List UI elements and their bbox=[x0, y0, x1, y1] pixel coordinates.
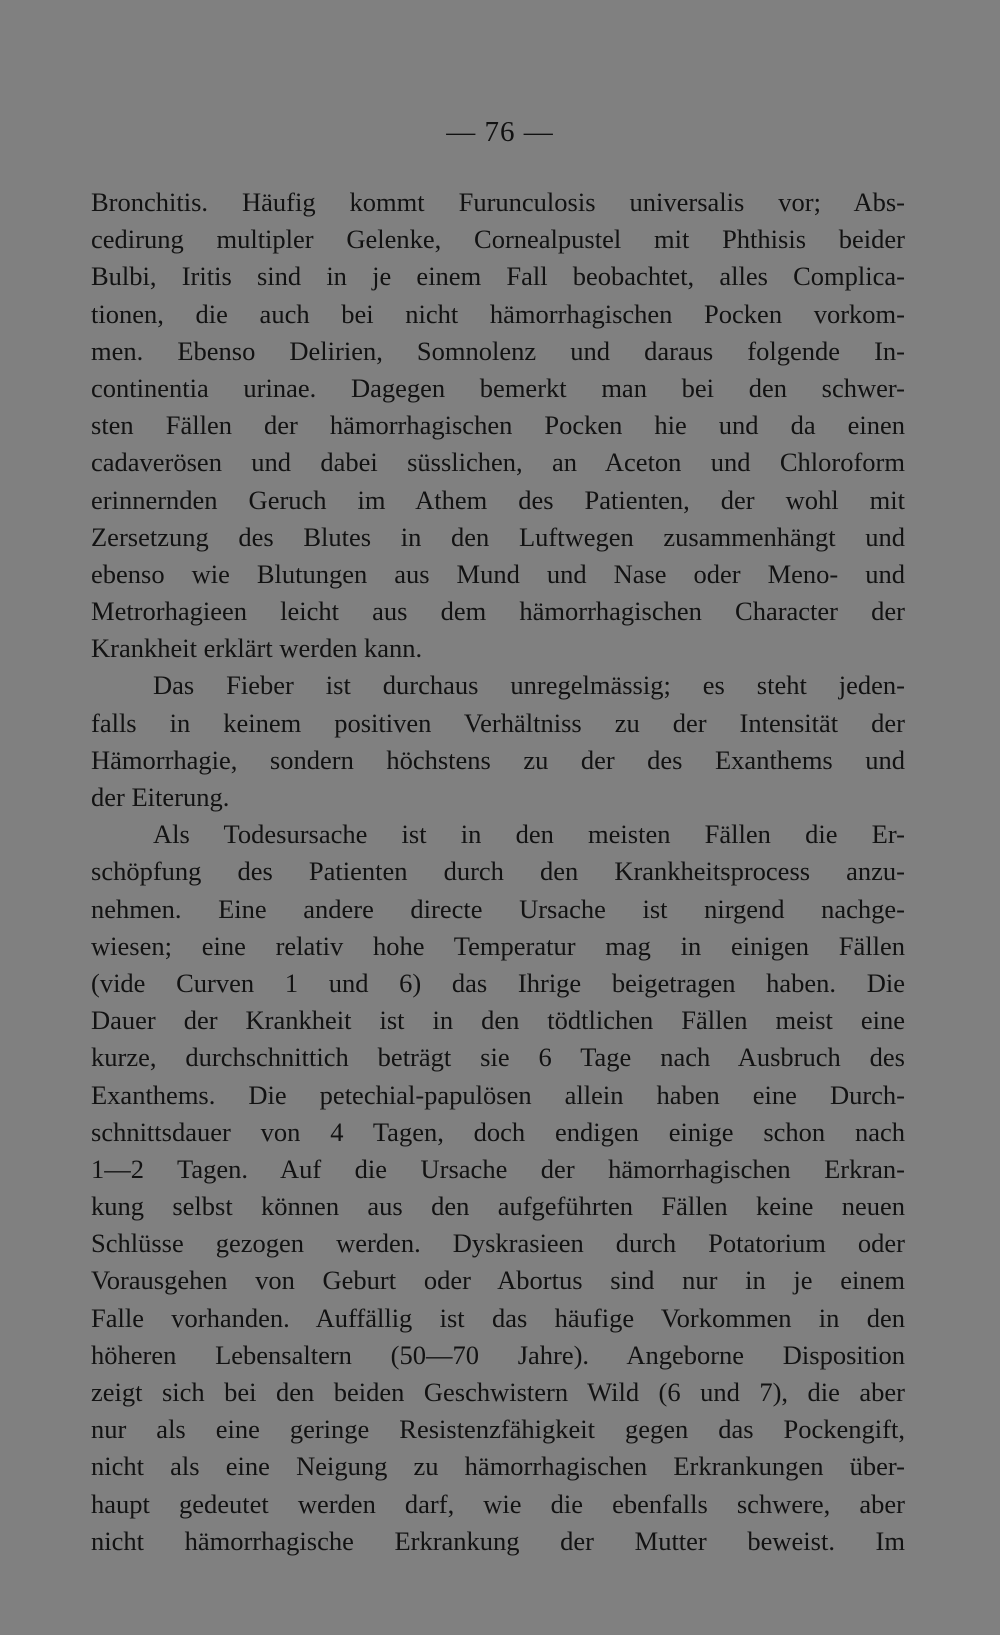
text-line: Bulbi, Iritis sind in je einem Fall beobachtet, alles Complica- bbox=[91, 261, 905, 292]
body-text bbox=[91, 184, 905, 1560]
text-line: Vorausgehen von Geburt oder Abortus sind nur in je einem bbox=[91, 1265, 905, 1296]
text-line: nehmen. Eine andere directe Ursache ist nirgend nachge- bbox=[91, 893, 905, 924]
text-line: (vide Curven 1 und 6) das Ihrige beigetragen haben. Die bbox=[91, 967, 905, 998]
text-line: Bronchitis. Häufig kommt Furunculosis universalis vor; Abs- bbox=[91, 187, 905, 217]
text-line: sten Fällen der hämorrhagischen Pocken hie und da einen bbox=[91, 410, 905, 441]
text-line: der Eiterung. bbox=[91, 782, 230, 812]
text-line: ebenso wie Blutungen aus Mund und Nase oder Meno- und bbox=[91, 558, 905, 589]
text-line: schöpfung des Patienten durch den Krankheitsprocess anzu- bbox=[91, 856, 905, 887]
text-line: Das Fieber ist durchaus unregelmässig; es steht jeden- bbox=[153, 670, 905, 701]
text-line: nur als eine geringe Resistenzfähigkeit gegen das Pockengift, bbox=[91, 1414, 905, 1445]
text-line: erinnernden Geruch im Athem des Patienten, der wohl mit bbox=[91, 484, 905, 515]
text-line: wiesen; eine relativ hohe Temperatur mag in einigen Fällen bbox=[91, 930, 905, 961]
text-line: kurze, durchschnittich beträgt sie 6 Tage nach Ausbruch des bbox=[91, 1042, 905, 1073]
text-line: men. Ebenso Delirien, Somnolenz und daraus folgende In- bbox=[91, 335, 905, 366]
text-line: nicht als eine Neigung zu hämorrhagischen Erkrankungen über- bbox=[91, 1451, 905, 1482]
text-line: Exanthems. Die petechial-papulösen allein haben eine Durch- bbox=[91, 1079, 905, 1110]
text-line: Falle vorhanden. Auffällig ist das häufige Vorkommen in den bbox=[91, 1302, 905, 1333]
text-line: tionen, die auch bei nicht hämorrhagischen Pocken vorkom- bbox=[91, 298, 905, 329]
text-line: cadaverösen und dabei süsslichen, an Aceton und Chloroform bbox=[91, 447, 905, 478]
text-line: nicht hämorrhagische Erkrankung der Mutter beweist. Im bbox=[91, 1525, 905, 1556]
text-line: Dauer der Krankheit ist in den tödtlichen Fällen meist eine bbox=[91, 1005, 905, 1036]
text-line: Schlüsse gezogen werden. Dyskrasieen durch Potatorium oder bbox=[91, 1228, 905, 1259]
text-line: Als Todesursache ist in den meisten Fällen die Er- bbox=[153, 819, 905, 850]
page-number: — 76 — bbox=[446, 116, 554, 148]
text-line: falls in keinem positiven Verhältniss zu der Intensität der bbox=[91, 707, 905, 738]
text-line: 1—2 Tagen. Auf die Ursache der hämorrhagischen Erkran- bbox=[91, 1153, 905, 1184]
text-line: zeigt sich bei den beiden Geschwistern Wild (6 und 7), die aber bbox=[91, 1377, 905, 1407]
text-line: Krankheit erklärt werden kann. bbox=[91, 633, 423, 664]
text-line: kung selbst können aus den aufgeführten Fällen keine neuen bbox=[91, 1191, 905, 1222]
text-line: schnittsdauer von 4 Tagen, doch endigen einige schon nach bbox=[91, 1116, 905, 1147]
text-line: haupt gedeutet werden darf, wie die ebenfalls schwere, aber bbox=[91, 1488, 905, 1519]
text-line: continentia urinae. Dagegen bemerkt man bei den schwer- bbox=[91, 372, 905, 403]
text-line: Metrorhagieen leicht aus dem hämorrhagischen Character der bbox=[91, 596, 905, 627]
text-line: höheren Lebensaltern (50—70 Jahre). Angeborne Disposition bbox=[91, 1339, 905, 1370]
text-line: Hämorrhagie, sondern höchstens zu der des Exanthems und bbox=[91, 744, 905, 775]
text-line: cedirung multipler Gelenke, Cornealpustel mit Phthisis beider bbox=[91, 224, 905, 255]
text-line: Zersetzung des Blutes in den Luftwegen zusammenhängt und bbox=[91, 521, 905, 552]
